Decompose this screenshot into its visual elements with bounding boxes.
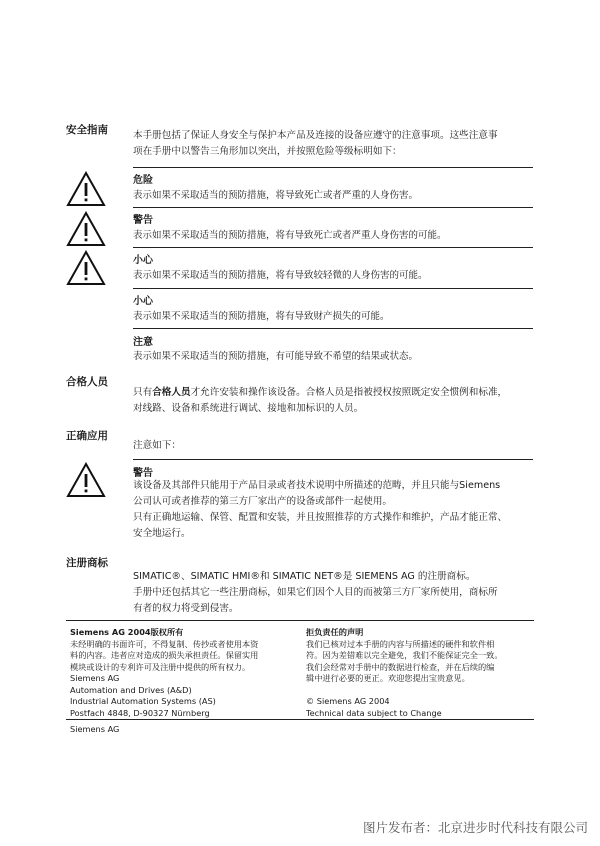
level-text-notice: 表示如果不采取适当的预防措施，有可能导致不希望的结果或状态。 — [133, 351, 419, 362]
safety-intro-line2: 项在手册中以警告三角形加以突出，并按照危险等级标明如下： — [133, 146, 402, 157]
footer-left-line: Automation and Drives (A&D) — [70, 684, 192, 695]
level-head-notice: 注意 — [133, 337, 153, 348]
footer-left-title: Siemens AG 2004版权所有 — [70, 627, 184, 637]
trademarks-text — [133, 569, 533, 617]
level-text-caution-property: 表示如果不采取适当的预防措施，将有导致财产损失的可能。 — [133, 311, 390, 322]
footer-right-line: © Siemens AG 2004 — [306, 696, 390, 706]
footer-divider — [66, 620, 534, 621]
footer-right-line: 符。因为差错难以完全避免，我们不能保证完全一致。 — [306, 650, 503, 660]
footer-left-line: 料的内容。违者应对造成的损失承担责任。保留实用 — [70, 650, 259, 660]
level-text-caution: 表示如果不采取适当的预防措施，将有导致较轻微的人身伤害的可能。 — [133, 270, 428, 281]
qualified-bold: 合格人员 — [152, 387, 191, 398]
correct-use-head-warning: 警告 — [133, 468, 153, 479]
level-head-caution-property: 小心 — [133, 296, 153, 307]
correct-use-line1: 该设备及其部件只能用于产品目录或者技术说明中所描述的范畴，并且只能与Siemens — [133, 480, 501, 491]
correct-use-text — [133, 478, 533, 542]
qualified-line1 — [133, 385, 533, 401]
qualified-pre: 只有 — [133, 387, 153, 398]
divider — [133, 328, 533, 329]
qualified-text — [133, 385, 533, 417]
level-text-warning: 表示如果不采取适当的预防措施，将有导致死亡或者严重人身伤害的可能。 — [133, 230, 447, 241]
footer-right-line: 我们会经常对手册中的数据进行检查，并在后续的编 — [306, 661, 495, 672]
qualified-post: 才允许安装和操作该设备。合格人员是指被授权按照既定安全惯例和标准， — [190, 387, 508, 398]
footer-right — [306, 627, 536, 719]
correct-use-note: 注意如下： — [133, 440, 181, 451]
warning-triangle-icon — [66, 171, 106, 207]
image-credit: 图片发布者：北京进步时代科技有限公司 — [362, 820, 588, 835]
divider — [133, 167, 533, 168]
divider — [133, 459, 533, 460]
safety-intro — [133, 128, 533, 160]
section-title-trademarks: 注册商标 — [66, 557, 108, 569]
footer-left — [70, 627, 300, 719]
footer-left-line: Industrial Automation Systems (AS) — [70, 696, 216, 706]
section-title-qualified: 合格人员 — [66, 376, 108, 388]
trademarks-line2: 手册中还包括其它一些注册商标，如果它们因个人目的而被第三方厂家所使用，商标所 — [133, 587, 498, 598]
warning-triangle-icon — [66, 462, 106, 498]
warning-triangle-icon — [66, 250, 106, 286]
section-title-safety: 安全指南 — [66, 124, 108, 136]
footer-right-line: 我们已核对过本手册的内容与所描述的硬件和软件相 — [306, 638, 495, 649]
footer-left-line: 模块或设计的专利许可及注册中提供的所有权力。 — [70, 661, 251, 672]
trademarks-line3: 有者的权力将受到侵害。 — [133, 603, 239, 614]
safety-intro-line1: 本手册包括了保证人身安全与保护本产品及连接的设备应遵守的注意事项。这些注意事 — [133, 130, 498, 141]
correct-use-line2: 公司认可或者推荐的第三方厂家出产的设备或部件一起使用。 — [133, 496, 393, 507]
footer-right-title: 拒负责任的声明 — [306, 627, 364, 637]
correct-use-line4: 安全地运行。 — [133, 528, 191, 539]
divider — [133, 207, 533, 208]
level-head-warning: 警告 — [133, 215, 153, 226]
trademarks-line1: SIMATIC®、SIMATIC HMI®和 SIMATIC NET®是 SIEMENS AG 的注册商标。 — [133, 571, 476, 582]
correct-use-line3: 只有正确地运输、保管、配置和安装，并且按照推荐的方式操作和维护，产品才能正常、 — [133, 512, 508, 523]
warning-triangle-icon — [66, 211, 106, 247]
level-head-danger: 危险 — [133, 175, 153, 186]
footer-right-line: 辑中进行必要的更正。欢迎您提出宝贵意见。 — [306, 673, 470, 683]
level-text-danger: 表示如果不采取适当的预防措施，将导致死亡或者严重的人身伤害。 — [133, 190, 419, 201]
footer-left-line: Postfach 4848, D-90327 Nürnberg — [70, 707, 210, 718]
footer-bottom-divider — [66, 719, 534, 720]
qualified-line2: 对线路、设备和系统进行调试、接地和加标识的人员。 — [133, 403, 364, 414]
footer-right-spacer — [306, 685, 536, 697]
footer-left-line: Siemens AG — [70, 673, 120, 683]
section-title-correct-use: 正确应用 — [66, 430, 108, 442]
level-head-caution: 小心 — [133, 255, 153, 266]
divider — [133, 288, 533, 289]
divider — [133, 247, 533, 248]
footer-right-line: Technical data subject to Change — [306, 707, 442, 718]
footer-bottom: Siemens AG — [70, 724, 120, 734]
footer-left-line: 未经明确的书面许可，不得复制、传抄或者使用本资 — [70, 638, 259, 649]
